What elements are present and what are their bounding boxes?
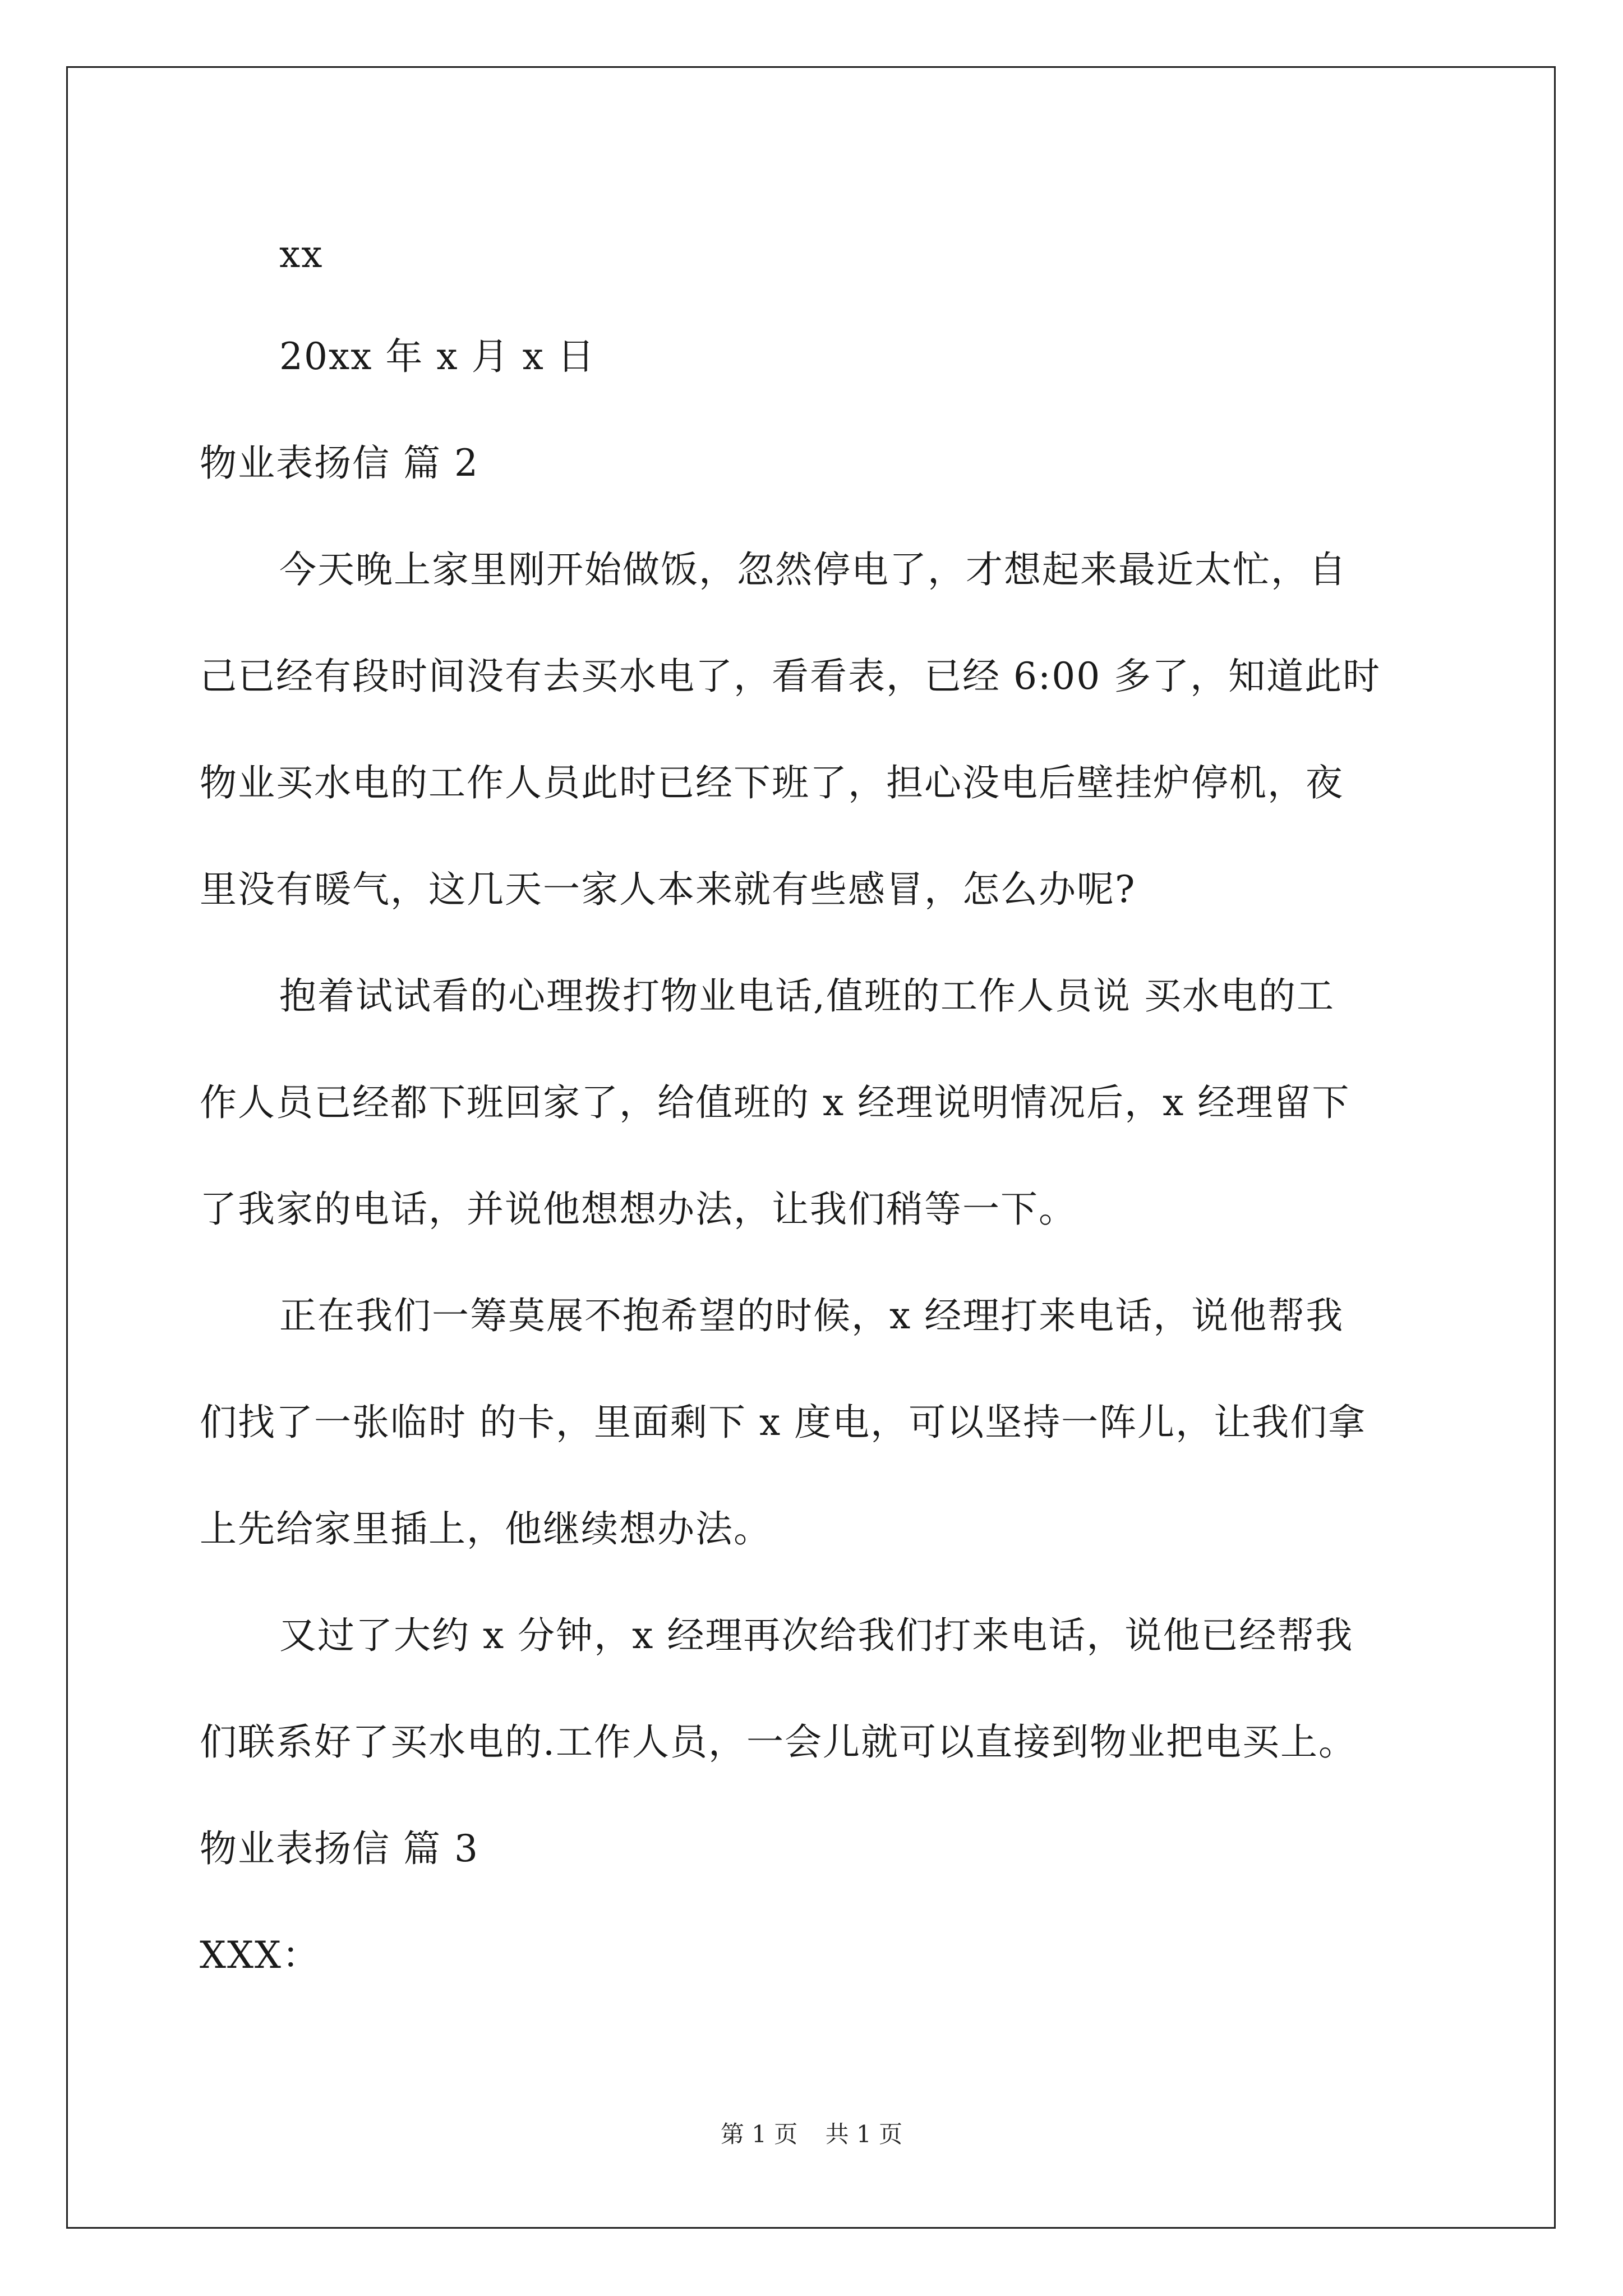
- salutation: XXX：: [200, 1934, 320, 1977]
- signature: xx: [279, 233, 324, 276]
- page-footer: [0, 2120, 1623, 2148]
- paragraph-line: 作人员已经都下班回家了，给值班的 x 经理说明情况后，x 经理留下: [200, 1081, 1350, 1124]
- paragraph-line: 们找了一张临时 的卡，里面剩下 x 度电，可以坚持一阵儿，让我们拿: [200, 1401, 1367, 1444]
- paragraph-line: 们联系好了买水电的.工作人员，一会儿就可以直接到物业把电买上。: [200, 1720, 1357, 1764]
- paragraph-line: 物业买水电的工作人员此时已经下班了，担心没电后壁挂炉停机，夜: [200, 761, 1344, 804]
- section-heading-3: 物业表扬信 篇 3: [200, 1827, 479, 1870]
- paragraph-line: 抱着试试看的心理拨打物业电话,值班的工作人员说 买水电的工: [279, 974, 1335, 1018]
- paragraph-line: 又过了大约 x 分钟，x 经理再次给我们打来电话，说他已经帮我: [279, 1614, 1354, 1657]
- paragraph-line: 己已经有段时间没有去买水电了，看看表，已经 6:00 多了，知道此时: [200, 655, 1381, 698]
- section-heading-2: 物业表扬信 篇 2: [200, 441, 479, 485]
- date: 20xx 年 x 月 x 日: [279, 335, 596, 378]
- page-number: 第 1 页: [720, 2120, 798, 2148]
- paragraph-line: 里没有暖气，这几天一家人本来就有些感冒，怎么办呢?: [200, 868, 1136, 911]
- paragraph-line: 正在我们一筹莫展不抱希望的时候，x 经理打来电话，说他帮我: [279, 1294, 1344, 1337]
- page-border: [66, 66, 1556, 2229]
- page-total: 共 1 页: [825, 2120, 903, 2148]
- paragraph-line: 今天晚上家里刚开始做饭，忽然停电了，才想起来最近太忙，自: [279, 548, 1347, 591]
- paragraph-line: 上先给家里插上，他继续想办法。: [200, 1507, 772, 1550]
- paragraph-line: 了我家的电话，并说他想想办法，让我们稍等一下。: [200, 1188, 1077, 1231]
